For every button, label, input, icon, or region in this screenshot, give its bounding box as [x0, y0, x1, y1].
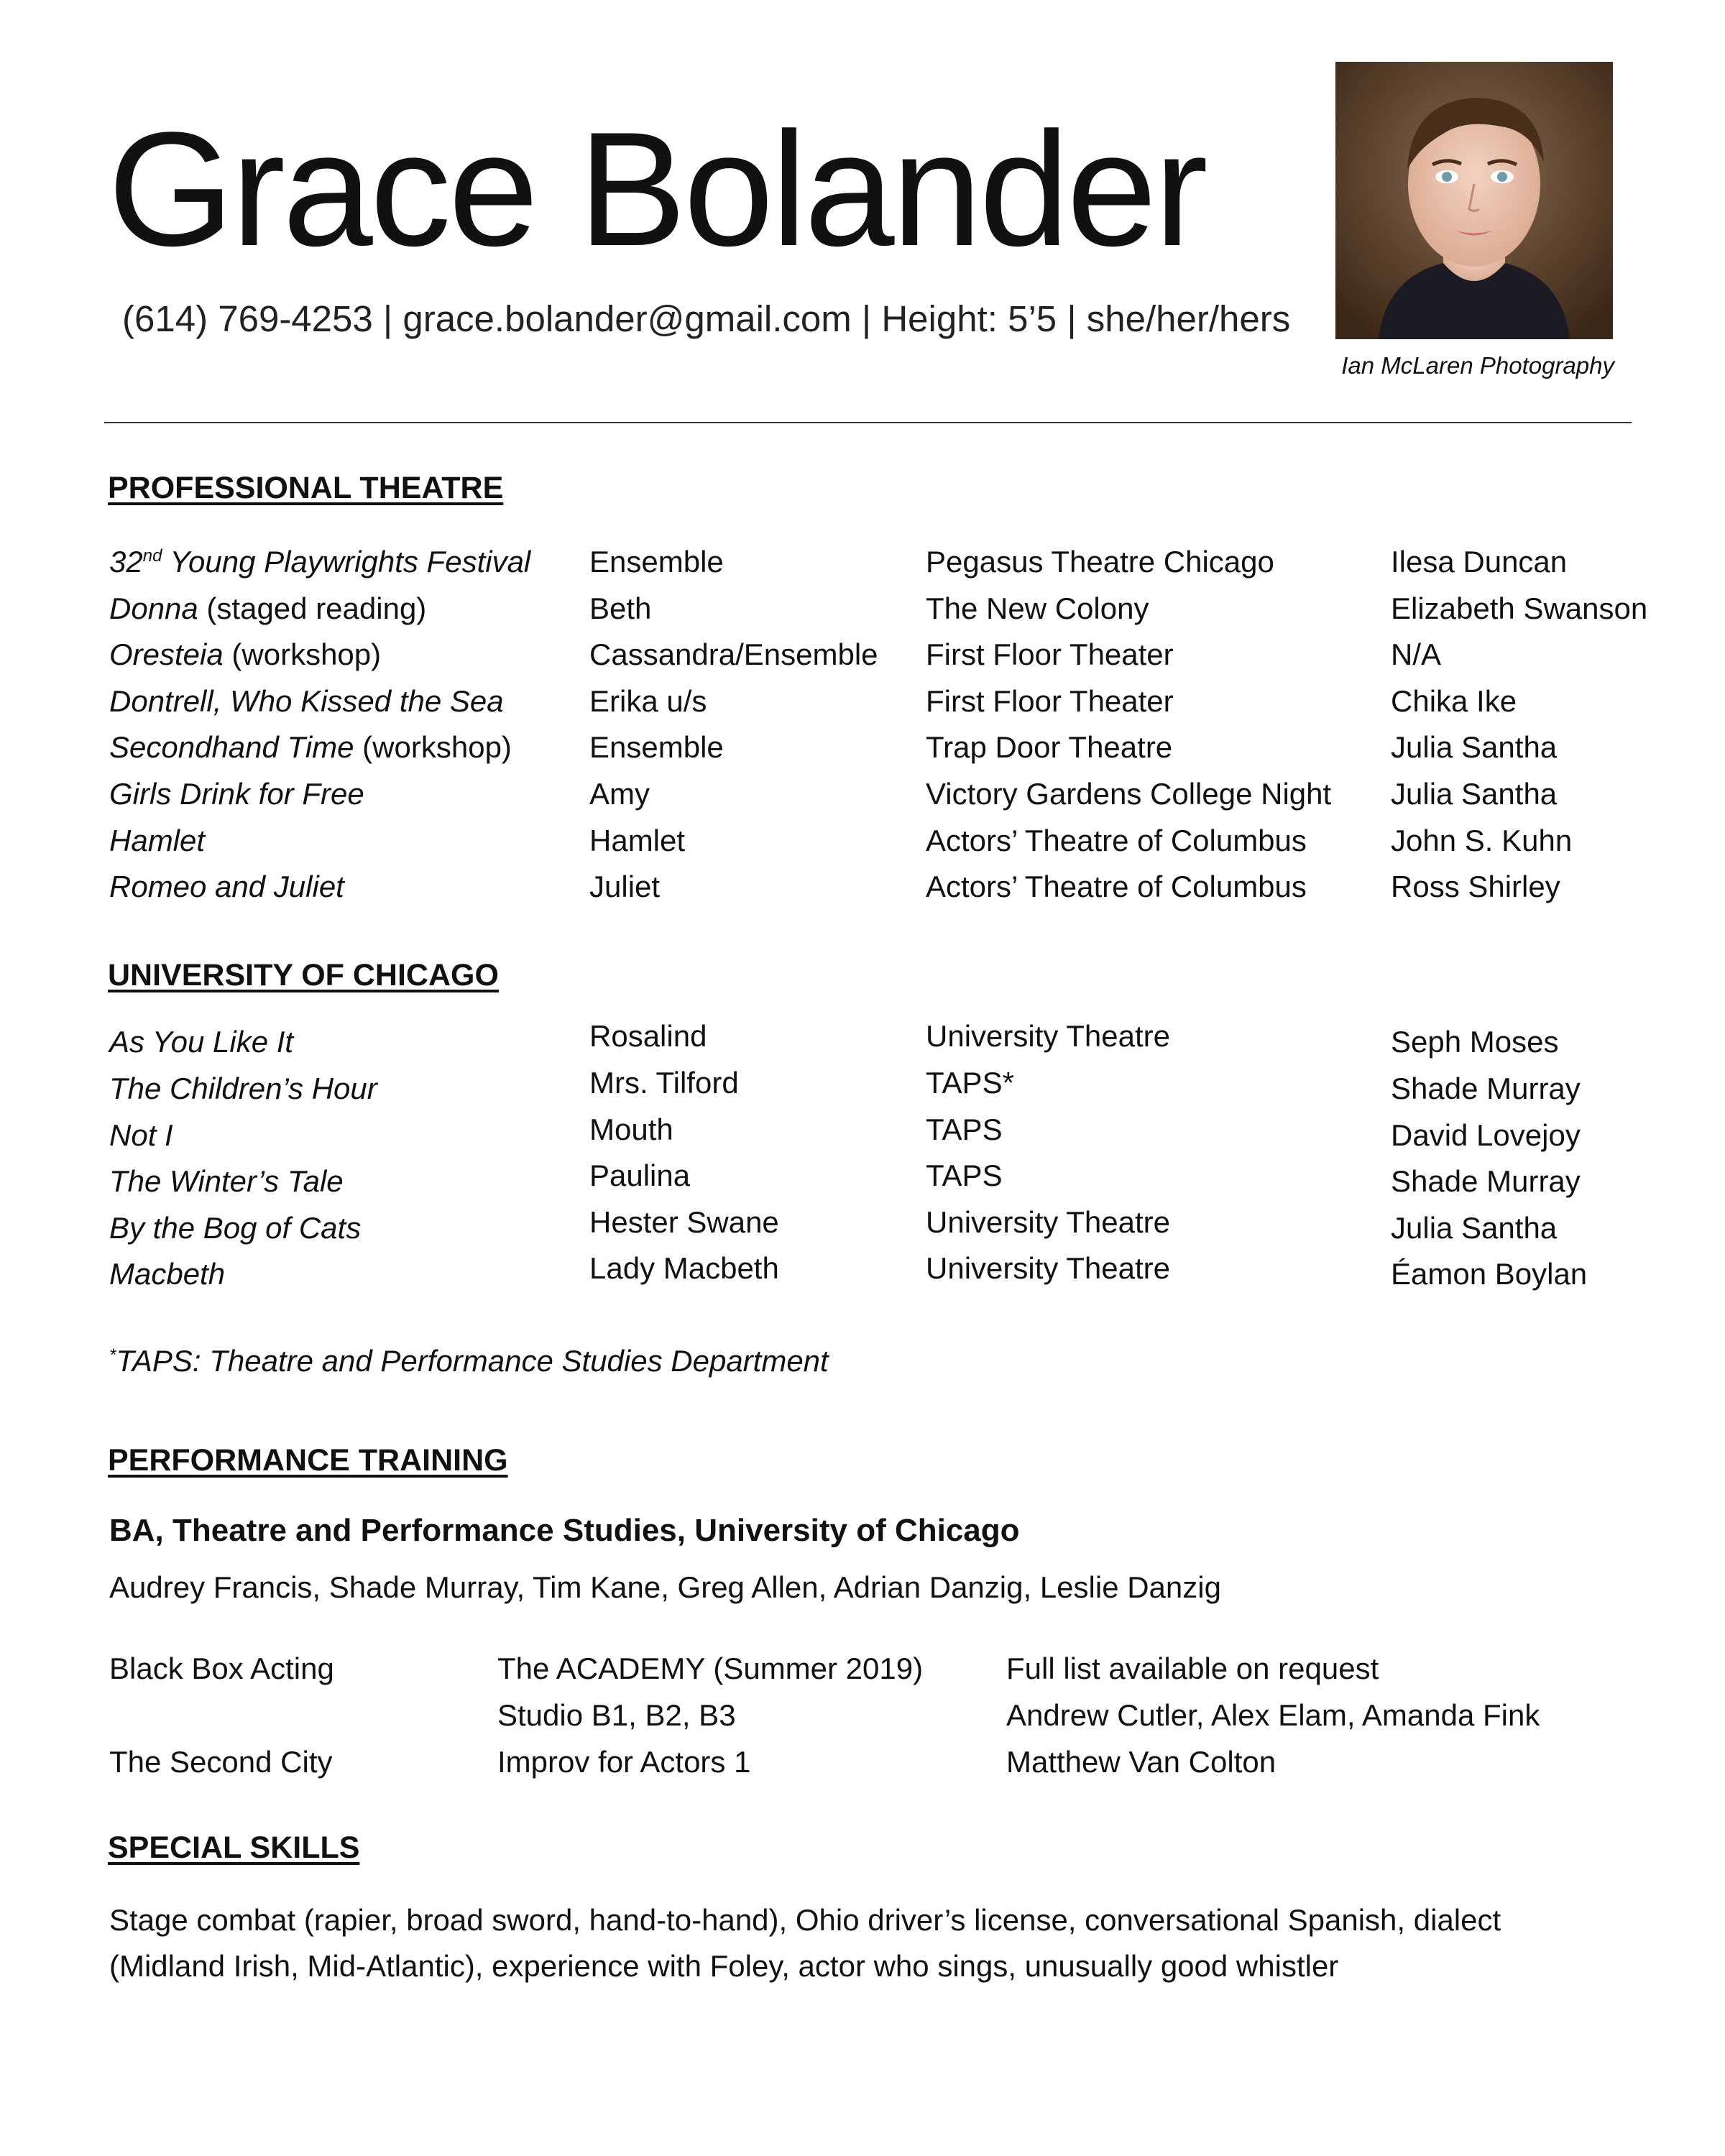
table-row	[0, 1019, 1725, 1065]
instructors: Full list available on request	[1006, 1651, 1379, 1685]
director: Ross Shirley	[1391, 870, 1560, 903]
table-row	[0, 1205, 1725, 1251]
venue: The New Colony	[926, 591, 1149, 625]
role: Mrs. Tilford	[589, 1066, 739, 1100]
venue: University Theatre	[926, 1205, 1171, 1239]
role: Rosalind	[589, 1019, 707, 1053]
table-row	[0, 684, 1725, 730]
venue: Actors’ Theatre of Columbus	[926, 824, 1307, 857]
table-row	[0, 824, 1725, 870]
school: The Second City	[109, 1745, 333, 1779]
table-row	[0, 1158, 1725, 1204]
venue: First Floor Theater	[926, 637, 1174, 671]
professional-theatre-heading: PROFESSIONAL THEATRE	[108, 471, 504, 505]
venue: TAPS*	[926, 1066, 1014, 1100]
program: Studio B1, B2, B3	[497, 1698, 736, 1732]
director: Ilesa Duncan	[1391, 545, 1568, 579]
production-title: Secondhand Time (workshop)	[109, 730, 512, 764]
venue: Victory Gardens College Night	[926, 777, 1332, 811]
role: Lady Macbeth	[589, 1251, 779, 1285]
venue: TAPS	[926, 1112, 1003, 1146]
production-title: Donna (staged reading)	[109, 591, 427, 625]
venue: First Floor Theater	[926, 684, 1174, 718]
degree-teachers: Audrey Francis, Shade Murray, Tim Kane, Greg Allen, Adrian Danzig, Leslie Danzig	[109, 1570, 1221, 1604]
table-row	[0, 730, 1725, 776]
taps-footnote: *TAPS: Theatre and Performance Studies Department	[109, 1344, 829, 1378]
table-row	[0, 591, 1725, 637]
photo-credit: Ian McLaren Photography	[1341, 352, 1614, 379]
degree: BA, Theatre and Performance Studies, University of Chicago	[109, 1513, 1020, 1548]
production-title: 32nd Young Playwrights Festival	[109, 545, 531, 579]
role: Erika u/s	[589, 684, 707, 718]
role: Hamlet	[589, 824, 686, 857]
instructors: Matthew Van Colton	[1006, 1745, 1276, 1779]
director: N/A	[1391, 637, 1442, 671]
candidate-name: Grace Bolander	[108, 98, 1205, 280]
director: Julia Santha	[1391, 730, 1558, 764]
production-title: Romeo and Juliet	[109, 870, 344, 903]
production-title: By the Bog of Cats	[109, 1211, 362, 1245]
role: Ensemble	[589, 730, 724, 764]
director: Seph Moses	[1391, 1025, 1559, 1059]
special-skills-heading: SPECIAL SKILLS	[108, 1830, 360, 1865]
director: Shade Murray	[1391, 1164, 1581, 1198]
role: Ensemble	[589, 545, 724, 579]
director: Julia Santha	[1391, 1211, 1558, 1245]
program: Improv for Actors 1	[497, 1745, 751, 1779]
venue: Pegasus Theatre Chicago	[926, 545, 1274, 579]
director: John S. Kuhn	[1391, 824, 1573, 857]
role: Beth	[589, 591, 652, 625]
production-title: The Winter’s Tale	[109, 1164, 344, 1198]
production-title: The Children’s Hour	[109, 1072, 377, 1105]
table-row	[0, 777, 1725, 823]
venue: Actors’ Theatre of Columbus	[926, 870, 1307, 903]
director: Elizabeth Swanson	[1391, 591, 1648, 625]
school: Black Box Acting	[109, 1651, 334, 1685]
production-title: Oresteia (workshop)	[109, 637, 382, 671]
role: Paulina	[589, 1158, 691, 1192]
training-row	[0, 1651, 1725, 1697]
production-title: As You Like It	[109, 1025, 294, 1059]
program: The ACADEMY (Summer 2019)	[497, 1651, 924, 1685]
table-row	[0, 870, 1725, 916]
venue: Trap Door Theatre	[926, 730, 1173, 764]
table-row	[0, 637, 1725, 683]
role: Juliet	[589, 870, 661, 903]
table-row	[0, 1066, 1725, 1112]
venue: TAPS	[926, 1158, 1003, 1192]
production-title: Macbeth	[109, 1257, 226, 1291]
header-divider	[104, 422, 1632, 423]
production-title: Not I	[109, 1118, 173, 1152]
instructors: Andrew Cutler, Alex Elam, Amanda Fink	[1006, 1698, 1540, 1732]
director: David Lovejoy	[1391, 1118, 1581, 1152]
headshot-photo	[1335, 62, 1613, 339]
production-title: Girls Drink for Free	[109, 777, 364, 811]
director: Julia Santha	[1391, 777, 1558, 811]
role: Mouth	[589, 1112, 673, 1146]
production-title: Hamlet	[109, 824, 206, 857]
university-heading: UNIVERSITY OF CHICAGO	[108, 958, 499, 992]
contact-line: (614) 769-4253 | grace.bolander@gmail.com | Height: 5’5 | she/her/hers	[122, 298, 1291, 339]
director: Chika Ike	[1391, 684, 1517, 718]
venue: University Theatre	[926, 1019, 1171, 1053]
role: Hester Swane	[589, 1205, 779, 1239]
role: Amy	[589, 777, 650, 811]
table-row	[0, 545, 1725, 591]
training-row	[0, 1745, 1725, 1791]
director: Éamon Boylan	[1391, 1257, 1588, 1291]
production-title: Dontrell, Who Kissed the Sea	[109, 684, 504, 718]
table-row	[0, 1251, 1725, 1297]
table-row	[0, 1112, 1725, 1158]
training-row	[0, 1698, 1725, 1744]
special-skills-text: Stage combat (rapier, broad sword, hand-to-hand), Ohio driver’s license, conversational Spanish, dialect (Midland Irish, Mid-Atlantic), experience with Foley, actor who sings, unusually good whistler	[109, 1903, 1501, 1983]
director: Shade Murray	[1391, 1072, 1581, 1105]
role: Cassandra/Ensemble	[589, 637, 878, 671]
performance-training-heading: PERFORMANCE TRAINING	[108, 1443, 508, 1478]
venue: University Theatre	[926, 1251, 1171, 1285]
